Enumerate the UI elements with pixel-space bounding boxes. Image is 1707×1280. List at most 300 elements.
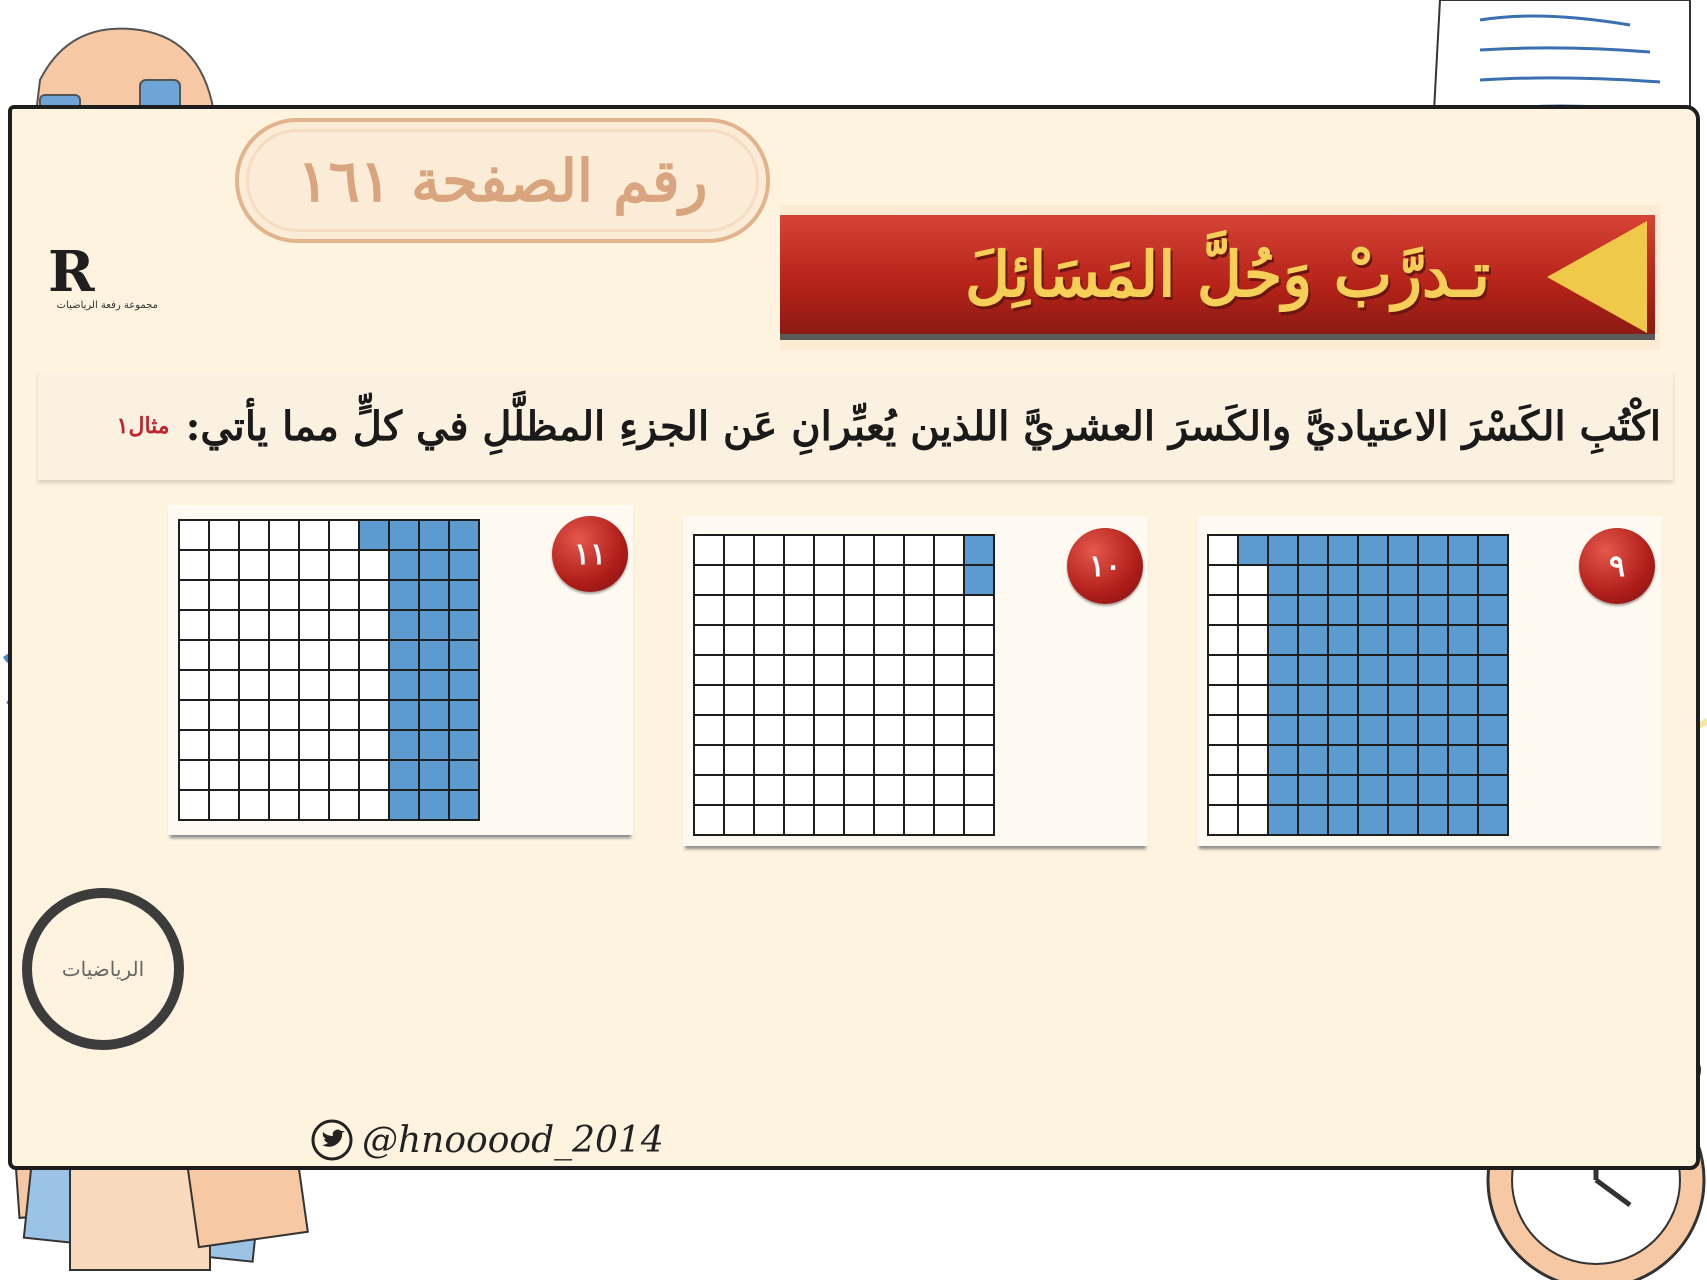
- grid-cell: [1269, 716, 1297, 744]
- grid-cell: [845, 686, 873, 714]
- grid-cell: [1329, 656, 1357, 684]
- grid-cell: [725, 566, 753, 594]
- grid-cell: [390, 731, 418, 759]
- grid-cell: [1239, 656, 1267, 684]
- grid-cell: [1299, 776, 1327, 804]
- grid-cell: [815, 656, 843, 684]
- grid-cell: [1389, 806, 1417, 834]
- grid-cell: [1419, 806, 1447, 834]
- grid-cell: [1359, 626, 1387, 654]
- grid-cell: [1479, 626, 1507, 654]
- grid-cell: [390, 671, 418, 699]
- grid-cell: [755, 746, 783, 774]
- grid-cell: [905, 686, 933, 714]
- grid-cell: [330, 701, 358, 729]
- grid-cell: [965, 656, 993, 684]
- grid-cell: [755, 716, 783, 744]
- grid-cell: [360, 761, 388, 789]
- grid-cell: [390, 701, 418, 729]
- grid-cell: [390, 611, 418, 639]
- grid-cell: [755, 596, 783, 624]
- grid-cell: [330, 761, 358, 789]
- grid-cell: [1239, 776, 1267, 804]
- grid-cell: [875, 806, 903, 834]
- grid-cell: [300, 551, 328, 579]
- grid-cell: [270, 551, 298, 579]
- grid-cell: [330, 611, 358, 639]
- grid-cell: [725, 626, 753, 654]
- grid-cell: [330, 791, 358, 819]
- grid-cell: [1329, 806, 1357, 834]
- grid-cell: [210, 641, 238, 669]
- page-number-label: رقم الصفحة ١٦١: [297, 146, 708, 215]
- grid-cell: [935, 656, 963, 684]
- grid-cell: [875, 566, 903, 594]
- grid-cell: [360, 641, 388, 669]
- grid-cell: [210, 551, 238, 579]
- grid-cell: [905, 596, 933, 624]
- grid-cell: [1389, 716, 1417, 744]
- grid-cell: [240, 551, 268, 579]
- grid-cell: [240, 731, 268, 759]
- grid-cell: [1209, 626, 1237, 654]
- grid-cell: [270, 731, 298, 759]
- seal-text: الرياضيات: [61, 957, 145, 981]
- grid-cell: [1329, 626, 1357, 654]
- grid-cell: [785, 746, 813, 774]
- grid-cell: [300, 671, 328, 699]
- grid-cell: [1389, 746, 1417, 774]
- grid-cell: [815, 716, 843, 744]
- grid-cell: [1479, 656, 1507, 684]
- grid-cell: [360, 551, 388, 579]
- grid-cell: [785, 596, 813, 624]
- grid-cell: [450, 701, 478, 729]
- grid-cell: [420, 521, 448, 549]
- grid-cell: [1359, 596, 1387, 624]
- grid-cell: [725, 656, 753, 684]
- grid-cell: [1479, 776, 1507, 804]
- grid-cell: [695, 536, 723, 564]
- grid-cell: [755, 806, 783, 834]
- grid-cell: [695, 686, 723, 714]
- grid-cell: [330, 731, 358, 759]
- grid-cell: [1449, 806, 1477, 834]
- grid-cell: [420, 701, 448, 729]
- grid-cell: [1269, 656, 1297, 684]
- grid-cell: [1299, 656, 1327, 684]
- grid-cell: [875, 596, 903, 624]
- grid-cell: [845, 746, 873, 774]
- grid-cell: [695, 566, 723, 594]
- grid-cell: [1449, 596, 1477, 624]
- grid-cell: [450, 581, 478, 609]
- grid-cell: [390, 581, 418, 609]
- grid-cell: [180, 791, 208, 819]
- grid-cell: [1449, 776, 1477, 804]
- grid-cell: [1239, 746, 1267, 774]
- grid-cell: [1389, 626, 1417, 654]
- grid-cell: [1359, 776, 1387, 804]
- grid-cell: [1209, 566, 1237, 594]
- grid-cell: [785, 566, 813, 594]
- section-banner: [780, 205, 1660, 350]
- grid-cell: [875, 656, 903, 684]
- grid-cell: [360, 731, 388, 759]
- exercise-number-badge-11: ١١: [552, 516, 628, 592]
- grid-cell: [935, 776, 963, 804]
- grid-cell: [695, 656, 723, 684]
- grid-cell: [1299, 626, 1327, 654]
- grid-cell: [755, 536, 783, 564]
- grid-cell: [300, 581, 328, 609]
- grid-cell: [240, 671, 268, 699]
- grid-cell: [330, 521, 358, 549]
- grid-cell: [815, 686, 843, 714]
- grid-cell: [1329, 566, 1357, 594]
- grid-cell: [210, 761, 238, 789]
- grid-cell: [180, 581, 208, 609]
- grid-cell: [1449, 566, 1477, 594]
- grid-cell: [1269, 686, 1297, 714]
- grid-cell: [755, 776, 783, 804]
- grid-cell: [905, 746, 933, 774]
- grid-cell: [965, 626, 993, 654]
- grid-cell: [1299, 566, 1327, 594]
- grid-cell: [965, 686, 993, 714]
- grid-cell: [875, 626, 903, 654]
- grid-cell: [905, 536, 933, 564]
- grid-cell: [1449, 656, 1477, 684]
- grid-cell: [300, 611, 328, 639]
- grid-cell: [725, 686, 753, 714]
- instruction-text: اكْتُبِ الكَسْرَ الاعتياديَّ والكَسرَ العشريَّ اللذين يُعبِّرانِ عَن الجزءِ المظلَّلِ في كلٍّ مما يأتي:: [185, 402, 1661, 450]
- grid-cell: [965, 536, 993, 564]
- grid-cell: [450, 791, 478, 819]
- grid-cell: [905, 626, 933, 654]
- grid-cell: [815, 776, 843, 804]
- grid-cell: [240, 581, 268, 609]
- grid-cell: [725, 746, 753, 774]
- grid-cell: [965, 806, 993, 834]
- grid-cell: [785, 626, 813, 654]
- grid-cell: [1479, 716, 1507, 744]
- twitter-handle: @hnooood_2014: [362, 1119, 664, 1161]
- grid-cell: [725, 806, 753, 834]
- grid-cell: [1419, 596, 1447, 624]
- grid-cell: [450, 611, 478, 639]
- grid-cell: [390, 761, 418, 789]
- grid-cell: [815, 536, 843, 564]
- grid-cell: [300, 791, 328, 819]
- grid-cell: [845, 776, 873, 804]
- grid-cell: [1209, 716, 1237, 744]
- grid-cell: [935, 626, 963, 654]
- grid-cell: [875, 686, 903, 714]
- grid-cell: [1419, 566, 1447, 594]
- grid-cell: [1269, 536, 1297, 564]
- grid-cell: [300, 701, 328, 729]
- grid-cell: [1389, 656, 1417, 684]
- grid-cell: [270, 611, 298, 639]
- grid-cell: [695, 596, 723, 624]
- grid-cell: [1269, 806, 1297, 834]
- grid-cell: [815, 626, 843, 654]
- grid-cell: [1209, 656, 1237, 684]
- grid-cell: [1269, 626, 1297, 654]
- brand-logo: [48, 239, 158, 339]
- math-seal-logo: [22, 888, 184, 1050]
- hundred-grid-11: [178, 519, 480, 821]
- triangle-icon: [1547, 221, 1647, 333]
- grid-cell: [270, 791, 298, 819]
- grid-cell: [240, 701, 268, 729]
- grid-cell: [450, 641, 478, 669]
- grid-cell: [1329, 536, 1357, 564]
- grid-cell: [965, 596, 993, 624]
- grid-cell: [845, 656, 873, 684]
- grid-cell: [210, 521, 238, 549]
- section-title: تـدرَّبْ وَحُلَّ المَسَائِلَ: [964, 238, 1490, 311]
- grid-cell: [420, 581, 448, 609]
- grid-cell: [875, 746, 903, 774]
- grid-cell: [905, 806, 933, 834]
- grid-cell: [785, 686, 813, 714]
- grid-cell: [450, 521, 478, 549]
- grid-cell: [240, 791, 268, 819]
- grid-cell: [420, 641, 448, 669]
- grid-cell: [1479, 746, 1507, 774]
- grid-cell: [1239, 566, 1267, 594]
- grid-cell: [360, 581, 388, 609]
- grid-cell: [1239, 596, 1267, 624]
- grid-cell: [1389, 536, 1417, 564]
- grid-cell: [1299, 596, 1327, 624]
- grid-cell: [1209, 536, 1237, 564]
- grid-cell: [1329, 716, 1357, 744]
- grid-cell: [180, 641, 208, 669]
- grid-cell: [1359, 806, 1387, 834]
- grid-cell: [725, 596, 753, 624]
- grid-cell: [300, 521, 328, 549]
- grid-cell: [180, 671, 208, 699]
- grid-cell: [300, 641, 328, 669]
- grid-cell: [1479, 806, 1507, 834]
- grid-cell: [785, 716, 813, 744]
- grid-cell: [180, 521, 208, 549]
- grid-cell: [420, 791, 448, 819]
- grid-cell: [965, 716, 993, 744]
- grid-cell: [1329, 596, 1357, 624]
- grid-cell: [1419, 686, 1447, 714]
- grid-cell: [1239, 686, 1267, 714]
- grid-cell: [935, 806, 963, 834]
- grid-cell: [1479, 686, 1507, 714]
- grid-cell: [450, 731, 478, 759]
- grid-cell: [905, 566, 933, 594]
- grid-cell: [1239, 716, 1267, 744]
- grid-cell: [1329, 686, 1357, 714]
- section-ribbon: [780, 215, 1655, 340]
- grid-cell: [725, 776, 753, 804]
- grid-cell: [180, 551, 208, 579]
- page-number-pill: [235, 118, 770, 243]
- grid-cell: [1479, 536, 1507, 564]
- grid-cell: [1419, 716, 1447, 744]
- grid-cell: [180, 761, 208, 789]
- grid-cell: [330, 551, 358, 579]
- grid-cell: [1209, 686, 1237, 714]
- grid-cell: [785, 656, 813, 684]
- twitter-icon: [310, 1118, 354, 1162]
- exercise-number-badge-10: ١٠: [1067, 528, 1143, 604]
- grid-cell: [1269, 746, 1297, 774]
- grid-cell: [330, 671, 358, 699]
- grid-cell: [815, 566, 843, 594]
- grid-cell: [1389, 686, 1417, 714]
- grid-cell: [725, 716, 753, 744]
- grid-cell: [450, 761, 478, 789]
- grid-cell: [935, 596, 963, 624]
- grid-cell: [360, 521, 388, 549]
- instruction-bar: [38, 372, 1673, 480]
- grid-cell: [935, 686, 963, 714]
- grid-cell: [905, 656, 933, 684]
- grid-cell: [845, 566, 873, 594]
- grid-cell: [1359, 536, 1387, 564]
- grid-cell: [450, 551, 478, 579]
- grid-cell: [270, 701, 298, 729]
- grid-cell: [1359, 566, 1387, 594]
- grid-cell: [210, 611, 238, 639]
- grid-cell: [815, 746, 843, 774]
- grid-cell: [360, 611, 388, 639]
- grid-cell: [845, 596, 873, 624]
- grid-cell: [1209, 806, 1237, 834]
- grid-cell: [1419, 626, 1447, 654]
- grid-cell: [1389, 596, 1417, 624]
- grid-cell: [1389, 776, 1417, 804]
- grid-cell: [270, 521, 298, 549]
- grid-cell: [875, 716, 903, 744]
- grid-cell: [755, 686, 783, 714]
- grid-cell: [360, 791, 388, 819]
- grid-cell: [1299, 716, 1327, 744]
- grid-cell: [695, 746, 723, 774]
- grid-cell: [695, 626, 723, 654]
- grid-cell: [965, 566, 993, 594]
- grid-cell: [210, 671, 238, 699]
- grid-cell: [300, 761, 328, 789]
- grid-cell: [360, 701, 388, 729]
- grid-cell: [845, 806, 873, 834]
- grid-cell: [1479, 566, 1507, 594]
- grid-cell: [935, 566, 963, 594]
- grid-cell: [1359, 686, 1387, 714]
- grid-cell: [815, 596, 843, 624]
- grid-cell: [390, 551, 418, 579]
- grid-cell: [695, 806, 723, 834]
- grid-cell: [330, 581, 358, 609]
- grid-cell: [210, 581, 238, 609]
- logo-mark: R: [48, 239, 95, 305]
- grid-cell: [420, 761, 448, 789]
- grid-cell: [300, 731, 328, 759]
- grid-cell: [1299, 746, 1327, 774]
- grid-cell: [240, 641, 268, 669]
- grid-cell: [785, 776, 813, 804]
- grid-cell: [1359, 656, 1387, 684]
- grid-cell: [330, 641, 358, 669]
- grid-cell: [845, 716, 873, 744]
- grid-cell: [845, 626, 873, 654]
- grid-cell: [935, 536, 963, 564]
- grid-cell: [210, 731, 238, 759]
- grid-cell: [180, 731, 208, 759]
- grid-cell: [815, 806, 843, 834]
- grid-cell: [450, 671, 478, 699]
- grid-cell: [420, 731, 448, 759]
- grid-cell: [1239, 806, 1267, 834]
- grid-cell: [905, 776, 933, 804]
- grid-cell: [1209, 596, 1237, 624]
- grid-cell: [270, 581, 298, 609]
- grid-cell: [1269, 776, 1297, 804]
- grid-cell: [270, 761, 298, 789]
- grid-cell: [1419, 656, 1447, 684]
- grid-cell: [725, 536, 753, 564]
- grid-cell: [210, 791, 238, 819]
- grid-cell: [1449, 626, 1477, 654]
- grid-cell: [1419, 746, 1447, 774]
- grid-cell: [210, 701, 238, 729]
- hundred-grid-10: [693, 534, 995, 836]
- grid-cell: [905, 716, 933, 744]
- twitter-credit: [310, 1118, 664, 1162]
- grid-cell: [1359, 716, 1387, 744]
- grid-cell: [1269, 596, 1297, 624]
- grid-cell: [935, 746, 963, 774]
- grid-cell: [875, 776, 903, 804]
- grid-cell: [1449, 746, 1477, 774]
- grid-cell: [1239, 536, 1267, 564]
- grid-cell: [180, 701, 208, 729]
- grid-cell: [1209, 746, 1237, 774]
- grid-cell: [270, 641, 298, 669]
- grid-cell: [965, 776, 993, 804]
- grid-cell: [1389, 566, 1417, 594]
- grid-cell: [390, 521, 418, 549]
- grid-cell: [180, 611, 208, 639]
- grid-cell: [1269, 566, 1297, 594]
- grid-cell: [935, 716, 963, 744]
- grid-cell: [240, 761, 268, 789]
- grid-cell: [240, 611, 268, 639]
- grid-cell: [785, 806, 813, 834]
- grid-cell: [695, 716, 723, 744]
- example-reference: مثال١: [116, 413, 170, 439]
- grid-cell: [270, 671, 298, 699]
- grid-cell: [360, 671, 388, 699]
- grid-cell: [1479, 596, 1507, 624]
- grid-cell: [755, 626, 783, 654]
- grid-cell: [1299, 686, 1327, 714]
- grid-cell: [1449, 686, 1477, 714]
- grid-cell: [755, 656, 783, 684]
- grid-cell: [1299, 536, 1327, 564]
- grid-cell: [1449, 716, 1477, 744]
- grid-cell: [1419, 536, 1447, 564]
